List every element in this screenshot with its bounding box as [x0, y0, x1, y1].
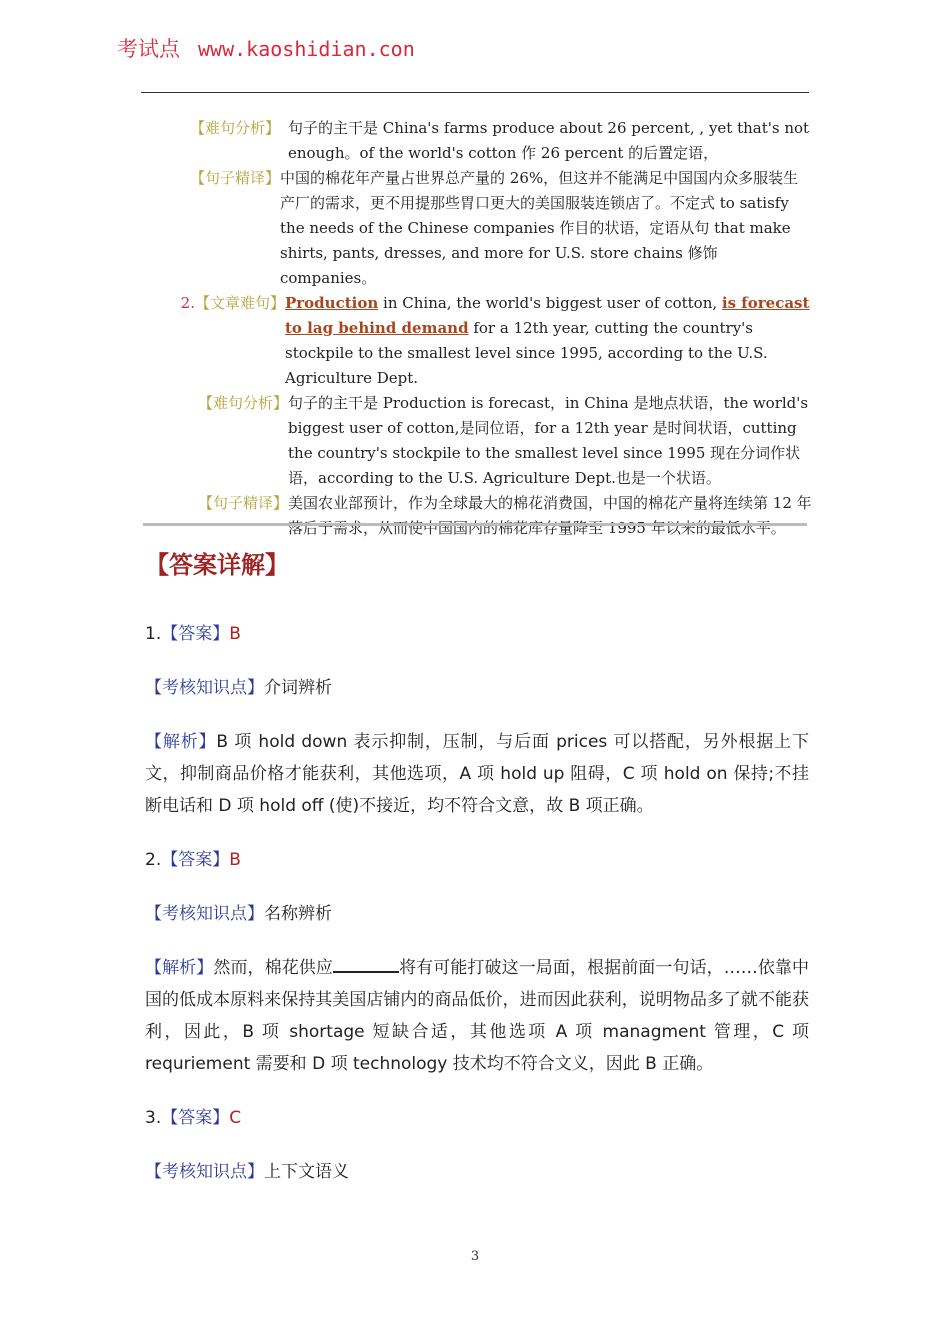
brand-name: 考试点: [117, 37, 180, 61]
analysis-row: [140, 166, 812, 291]
item-number: 2.: [180, 294, 195, 312]
knowledge-value: 上下文语义: [264, 1162, 349, 1182]
explanation-text: 然而，棉花供应: [213, 958, 333, 978]
label-translation: 【句子精译】: [189, 169, 280, 187]
answer-3: [145, 1102, 809, 1134]
analysis-row: [140, 116, 812, 166]
explanation-label: 【解析】: [145, 732, 217, 752]
explanation-label: 【解析】: [145, 958, 214, 978]
article-sentence-text: [285, 291, 812, 391]
analysis-row: [140, 491, 812, 541]
knowledge-label: 【考核知识点】: [145, 678, 264, 698]
sentence-part: in China, the world's biggest user of cotton,: [378, 294, 722, 312]
label-difficult-analysis: 【难句分析】: [189, 119, 280, 137]
answer-value: B: [229, 850, 241, 870]
answer-label: 【答案】: [161, 850, 230, 870]
explanation-2: [145, 952, 809, 1080]
explanation-text: B 项 hold down 表示抑制，压制，与后面 prices 可以搭配，另外根据上下文，抑制商品价格才能获利，其他选项，A 项 hold up 阻碍，C 项 hold on 保持;不挂断电话和 D 项 hold off (使)不接近，均不符合文意，故 B 项正确。: [145, 732, 810, 816]
translation-text: 中国的棉花年产量占世界总产量的 26%，但这并不能满足中国国内众多服装生产厂的需求，更不用提那些胃口更大的美国服装连锁店了。不定式 to satisfy the needs of the Chinese companies 作目的状语，定语从句 that make shirts, pants, dresses, and more for U.S. store chains 修饰 companies。: [280, 169, 799, 287]
knowledge-label: 【考核知识点】: [145, 1162, 264, 1182]
label-difficult-analysis: 【难句分析】: [197, 394, 288, 412]
sentence-part: for a 12th year, cutting the country's stockpile to the smallest level since 1995, according to the U.S. Agriculture Dept.: [285, 319, 768, 387]
sentence-analysis-section: [140, 116, 812, 541]
answer-number: 3.: [145, 1108, 162, 1128]
analysis-text: 句子的主干是 Production is forecast，in China 是地点状语，the world's biggest user of cotton,是同位语，for a 12th year 是时间状语，cutting the country's stockpile to the smallest level since 1995 现在分词作状语，according to the U.S. Agriculture Dept.也是一个状语。: [288, 394, 809, 487]
label-translation: 【句子精译】: [197, 494, 288, 512]
answer-value: C: [229, 1108, 242, 1128]
answer-2: [145, 844, 809, 876]
analysis-row: [140, 291, 812, 391]
knowledge-point-1: [145, 672, 809, 704]
page-number: 3: [470, 1249, 480, 1264]
label-text: 【文章难句】: [194, 294, 285, 312]
answer-label: 【答案】: [161, 1108, 230, 1128]
section-divider: [143, 523, 807, 526]
analysis-text: 句子的主干是 China's farms produce about 26 percent, , yet that's not enough。of the world's cotton 作 26 percent 的后置定语，: [288, 119, 810, 162]
answer-number: 1.: [145, 624, 162, 644]
knowledge-value: 名称辨析: [264, 904, 332, 924]
page-header: [117, 33, 415, 63]
knowledge-value: 介词辨析: [264, 678, 332, 698]
knowledge-label: 【考核知识点】: [145, 904, 264, 924]
knowledge-point-2: [145, 898, 809, 930]
site-url[interactable]: www.kaoshidian.con: [198, 37, 415, 61]
fill-blank: [333, 953, 399, 973]
answer-value: B: [229, 624, 241, 644]
answer-1: [145, 618, 809, 650]
knowledge-point-3: [145, 1156, 809, 1188]
explanation-text: 将有可能打破这一局面，根据前面一句话，……依靠中国的低成本原料来保持其美国店铺内的商品低价，进而因此获利，说明物品多了就不能获利，因此，B 项 shortage 短缺合适，其他选项 A 项 managment 管理，C 项 requriement 需要和 D 项 technology 技术均不符合文义，因此 B 正确。: [145, 958, 810, 1074]
label-article-sentence: [140, 291, 285, 391]
underlined-subject: Production: [285, 294, 379, 312]
answer-label: 【答案】: [161, 624, 230, 644]
header-divider: [141, 92, 809, 93]
analysis-row: [140, 391, 812, 491]
answers-section: [145, 545, 809, 1210]
answer-number: 2.: [145, 850, 162, 870]
underlined-predicate: is forecast to lag behind demand: [285, 294, 810, 337]
answers-title: 【答案详解】: [145, 551, 289, 579]
explanation-1: [145, 726, 809, 822]
translation-text: 美国农业部预计，作为全球最大的棉花消费国，中国的棉花产量将连续第 12 年落后于需求，从而使中国国内的棉花库存量降至 1995 年以来的最低水平。: [288, 494, 812, 537]
